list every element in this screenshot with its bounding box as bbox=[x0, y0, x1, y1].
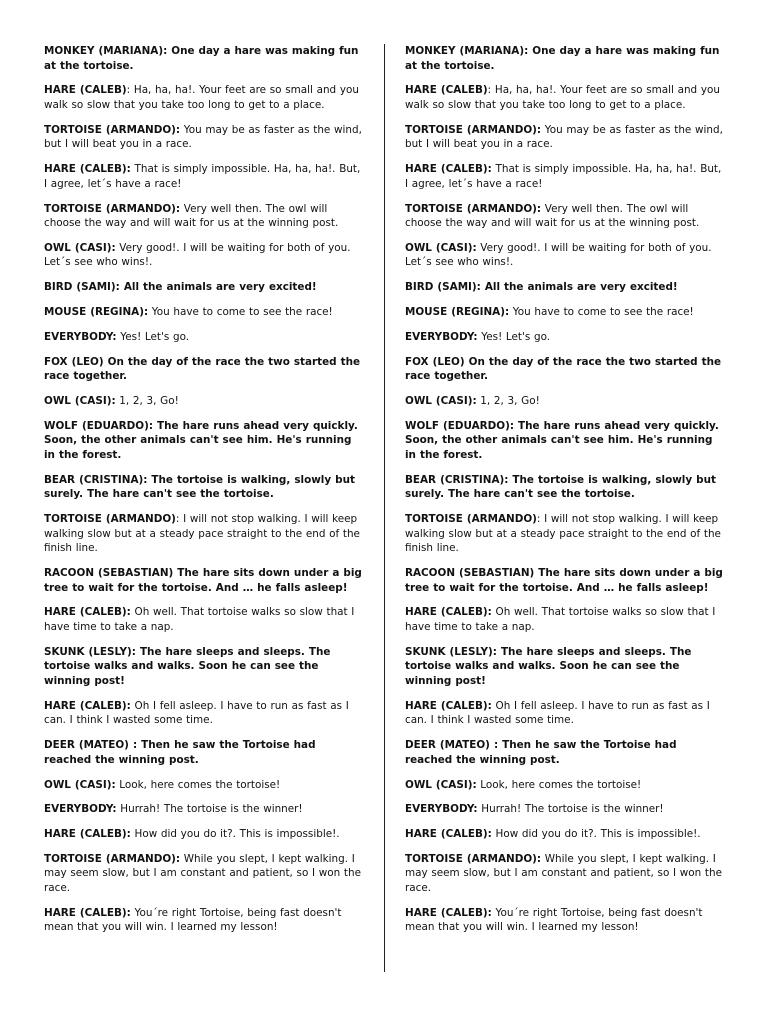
dialogue-text: Look, here comes the tortoise! bbox=[115, 778, 281, 791]
speaker-name: WOLF (EDUARDO): bbox=[405, 419, 515, 432]
speaker-name: TORTOISE (ARMANDO): bbox=[405, 202, 542, 215]
dialogue-text: One day a hare was making fun at the tortoise. bbox=[405, 45, 720, 72]
speaker-name: MONKEY (MARIANA): bbox=[44, 45, 168, 57]
speaker-name: SKUNK (LESLY): bbox=[405, 645, 497, 658]
speaker-name: TORTOISE (ARMANDO): bbox=[44, 123, 181, 136]
dialogue-line bbox=[405, 330, 727, 345]
dialogue-line bbox=[405, 44, 727, 73]
dialogue-text: You have to come to see the race! bbox=[148, 306, 333, 319]
dialogue-text: While you slept, I kept walking. I may seem slow, but I am constant and patient, so I won the race. bbox=[44, 852, 361, 895]
dialogue-text: Oh I fell asleep. I have to run as fast as I can. I think I wasted some time. bbox=[405, 699, 710, 727]
speaker-name: HARE (CALEB): bbox=[405, 606, 492, 619]
speaker-name: BIRD (SAMI): bbox=[405, 281, 481, 294]
dialogue-text: On the day of the race the two started the race together. bbox=[44, 355, 361, 383]
speaker-name: DEER (MATEO) : bbox=[405, 739, 499, 752]
dialogue-line bbox=[44, 419, 366, 463]
dialogue-line bbox=[405, 202, 727, 231]
speaker-name: OWL (CASI): bbox=[405, 778, 477, 791]
dialogue-line bbox=[405, 162, 727, 191]
dialogue-line bbox=[405, 645, 727, 689]
dialogue-text: The tortoise is walking, slowly but surely. The hare can't see the tortoise. bbox=[405, 473, 716, 501]
dialogue-text: All the animals are very excited! bbox=[480, 281, 678, 294]
speaker-name: OWL (CASI): bbox=[44, 394, 116, 407]
dialogue-text: The hare runs ahead very quickly. Soon, the other animals can't see him. He's running in the forest. bbox=[44, 419, 358, 461]
dialogue-text: Oh well. That tortoise walks so slow that I have time to take a nap. bbox=[44, 606, 355, 634]
speaker-name: EVERYBODY: bbox=[44, 803, 117, 816]
speaker-name: FOX (LEO) bbox=[405, 355, 465, 368]
dialogue-line bbox=[44, 330, 366, 345]
dialogue-line bbox=[44, 645, 366, 689]
speaker-name: DEER (MATEO) : bbox=[44, 739, 138, 752]
dialogue-line bbox=[405, 280, 727, 295]
dialogue-line bbox=[405, 699, 727, 728]
dialogue-line bbox=[44, 802, 366, 817]
dialogue-line bbox=[44, 827, 366, 842]
dialogue-line bbox=[405, 241, 727, 270]
dialogue-text: 1, 2, 3, Go! bbox=[115, 394, 179, 407]
dialogue-text: How did you do it?. This is impossible!. bbox=[491, 828, 701, 841]
speaker-name: TORTOISE (ARMANDO) bbox=[44, 513, 176, 526]
dialogue-line bbox=[44, 355, 366, 384]
speaker-name: HARE (CALEB) bbox=[405, 84, 488, 97]
speaker-name: EVERYBODY: bbox=[405, 803, 478, 816]
dialogue-line bbox=[44, 512, 366, 556]
speaker-name: BIRD (SAMI): bbox=[44, 281, 120, 294]
dialogue-line bbox=[44, 738, 366, 767]
dialogue-text: All the animals are very excited! bbox=[119, 281, 317, 294]
dialogue-line bbox=[44, 241, 366, 270]
dialogue-line bbox=[405, 512, 727, 556]
dialogue-line bbox=[44, 83, 366, 112]
dialogue-line bbox=[44, 280, 366, 295]
speaker-name: TORTOISE (ARMANDO): bbox=[44, 852, 181, 865]
dialogue-line bbox=[405, 605, 727, 634]
speaker-name: HARE (CALEB): bbox=[405, 828, 492, 841]
dialogue-line bbox=[405, 738, 727, 767]
speaker-name: BEAR (CRISTINA): bbox=[44, 473, 148, 486]
dialogue-text: The hare runs ahead very quickly. Soon, the other animals can't see him. He's running in the forest. bbox=[405, 419, 719, 461]
dialogue-line bbox=[44, 566, 366, 595]
speaker-name: HARE (CALEB): bbox=[44, 699, 131, 712]
dialogue-text: While you slept, I kept walking. I may seem slow, but I am constant and patient, so I won the race. bbox=[405, 852, 722, 895]
dialogue-line bbox=[405, 852, 727, 896]
dialogue-text: One day a hare was making fun at the tortoise. bbox=[44, 45, 359, 72]
speaker-name: HARE (CALEB): bbox=[405, 699, 492, 712]
speaker-name: MOUSE (REGINA): bbox=[44, 306, 149, 319]
dialogue-text: You have to come to see the race! bbox=[509, 306, 694, 319]
dialogue-text: The hare sits down under a big tree to wait for the tortoise. And … he falls asleep! bbox=[405, 567, 723, 594]
left-column bbox=[44, 44, 366, 945]
dialogue-text: Very well then. The owl will choose the way and will wait for us at the winning post. bbox=[44, 202, 339, 230]
dialogue-text: The hare sleeps and sleeps. The tortoise walks and walks. Soon he can see the winning post! bbox=[44, 645, 331, 687]
speaker-name: RACOON (SEBASTIAN) bbox=[405, 567, 535, 580]
dialogue-line bbox=[44, 605, 366, 634]
speaker-name: SKUNK (LESLY): bbox=[44, 645, 136, 658]
dialogue-line bbox=[44, 123, 366, 152]
dialogue-text: The hare sleeps and sleeps. The tortoise walks and walks. Soon he can see the winning post! bbox=[405, 645, 692, 687]
dialogue-text: The tortoise is walking, slowly but surely. The hare can't see the tortoise. bbox=[44, 473, 355, 501]
dialogue-line bbox=[44, 305, 366, 320]
dialogue-text: Very good!. I will be waiting for both of you. Let´s see who wins!. bbox=[44, 241, 351, 269]
column-divider bbox=[384, 44, 385, 972]
dialogue-text: The hare sits down under a big tree to wait for the tortoise. And … he falls asleep! bbox=[44, 567, 362, 594]
dialogue-line bbox=[44, 699, 366, 728]
dialogue-text: You may be as faster as the wind, but I will beat you in a race. bbox=[405, 123, 723, 151]
dialogue-line bbox=[405, 827, 727, 842]
dialogue-line bbox=[405, 83, 727, 112]
dialogue-text: Hurrah! The tortoise is the winner! bbox=[477, 803, 664, 816]
speaker-name: OWL (CASI): bbox=[405, 241, 477, 254]
dialogue-line bbox=[44, 394, 366, 409]
dialogue-text: How did you do it?. This is impossible!. bbox=[130, 828, 340, 841]
dialogue-line bbox=[405, 778, 727, 793]
dialogue-text: That is simply impossible. Ha, ha, ha!. But, I agree, let´s have a race! bbox=[405, 163, 722, 190]
speaker-name: HARE (CALEB): bbox=[44, 906, 131, 919]
dialogue-line bbox=[405, 419, 727, 463]
speaker-name: OWL (CASI): bbox=[44, 778, 116, 791]
dialogue-line bbox=[405, 566, 727, 595]
dialogue-text: Yes! Let's go. bbox=[116, 330, 190, 343]
dialogue-text: Look, here comes the tortoise! bbox=[476, 778, 642, 791]
dialogue-text: Yes! Let's go. bbox=[477, 330, 551, 343]
speaker-name: BEAR (CRISTINA): bbox=[405, 473, 509, 486]
dialogue-line bbox=[44, 44, 366, 73]
speaker-name: OWL (CASI): bbox=[44, 241, 116, 254]
dialogue-line bbox=[44, 473, 366, 502]
dialogue-text: : I will not stop walking. I will keep walking slow but at a steady pace straight to the end of the finish line. bbox=[44, 513, 360, 555]
right-column bbox=[405, 44, 727, 945]
dialogue-line bbox=[44, 162, 366, 191]
dialogue-line bbox=[405, 473, 727, 502]
speaker-name: OWL (CASI): bbox=[405, 394, 477, 407]
speaker-name: MONKEY (MARIANA): bbox=[405, 45, 529, 57]
speaker-name: HARE (CALEB): bbox=[44, 163, 131, 176]
speaker-name: TORTOISE (ARMANDO): bbox=[44, 202, 181, 215]
dialogue-line bbox=[44, 852, 366, 896]
speaker-name: EVERYBODY: bbox=[405, 330, 478, 343]
dialogue-text: Very good!. I will be waiting for both of you. Let´s see who wins!. bbox=[405, 241, 712, 269]
dialogue-text: 1, 2, 3, Go! bbox=[476, 394, 540, 407]
dialogue-text: You may be as faster as the wind, but I will beat you in a race. bbox=[44, 123, 362, 151]
dialogue-text: Oh well. That tortoise walks so slow that I have time to take a nap. bbox=[405, 606, 716, 634]
dialogue-text: : Ha, ha, ha!. Your feet are so small and you walk so slow that you take too long to get to a place. bbox=[405, 84, 720, 111]
dialogue-line bbox=[405, 906, 727, 935]
dialogue-line bbox=[405, 305, 727, 320]
dialogue-text: You´re right Tortoise, being fast doesn't mean that you will win. I learned my lesson! bbox=[44, 906, 342, 934]
dialogue-line bbox=[405, 802, 727, 817]
speaker-name: HARE (CALEB) bbox=[44, 84, 127, 97]
dialogue-text: Hurrah! The tortoise is the winner! bbox=[116, 803, 303, 816]
dialogue-text: Then he saw the Tortoise had reached the winning post. bbox=[405, 739, 677, 766]
dialogue-text: You´re right Tortoise, being fast doesn't mean that you will win. I learned my lesson! bbox=[405, 906, 703, 934]
speaker-name: WOLF (EDUARDO): bbox=[44, 419, 154, 432]
speaker-name: FOX (LEO) bbox=[44, 355, 104, 368]
dialogue-text: Oh I fell asleep. I have to run as fast as I can. I think I wasted some time. bbox=[44, 699, 349, 727]
dialogue-line bbox=[405, 123, 727, 152]
speaker-name: HARE (CALEB): bbox=[44, 606, 131, 619]
dialogue-text: That is simply impossible. Ha, ha, ha!. But, I agree, let´s have a race! bbox=[44, 163, 361, 190]
dialogue-text: Very well then. The owl will choose the way and will wait for us at the winning post. bbox=[405, 202, 700, 230]
dialogue-line bbox=[405, 355, 727, 384]
speaker-name: MOUSE (REGINA): bbox=[405, 306, 510, 319]
speaker-name: HARE (CALEB): bbox=[405, 906, 492, 919]
speaker-name: EVERYBODY: bbox=[44, 330, 117, 343]
dialogue-text: Then he saw the Tortoise had reached the winning post. bbox=[44, 739, 316, 766]
dialogue-line bbox=[405, 394, 727, 409]
dialogue-text: : I will not stop walking. I will keep walking slow but at a steady pace straight to the end of the finish line. bbox=[405, 513, 721, 555]
speaker-name: TORTOISE (ARMANDO): bbox=[405, 852, 542, 865]
speaker-name: HARE (CALEB): bbox=[405, 163, 492, 176]
dialogue-line bbox=[44, 202, 366, 231]
speaker-name: TORTOISE (ARMANDO) bbox=[405, 513, 537, 526]
speaker-name: TORTOISE (ARMANDO): bbox=[405, 123, 542, 136]
dialogue-text: : Ha, ha, ha!. Your feet are so small and you walk so slow that you take too long to get to a place. bbox=[44, 84, 359, 111]
dialogue-line bbox=[44, 778, 366, 793]
dialogue-line bbox=[44, 906, 366, 935]
speaker-name: HARE (CALEB): bbox=[44, 828, 131, 841]
dialogue-text: On the day of the race the two started the race together. bbox=[405, 355, 722, 383]
speaker-name: RACOON (SEBASTIAN) bbox=[44, 567, 174, 580]
